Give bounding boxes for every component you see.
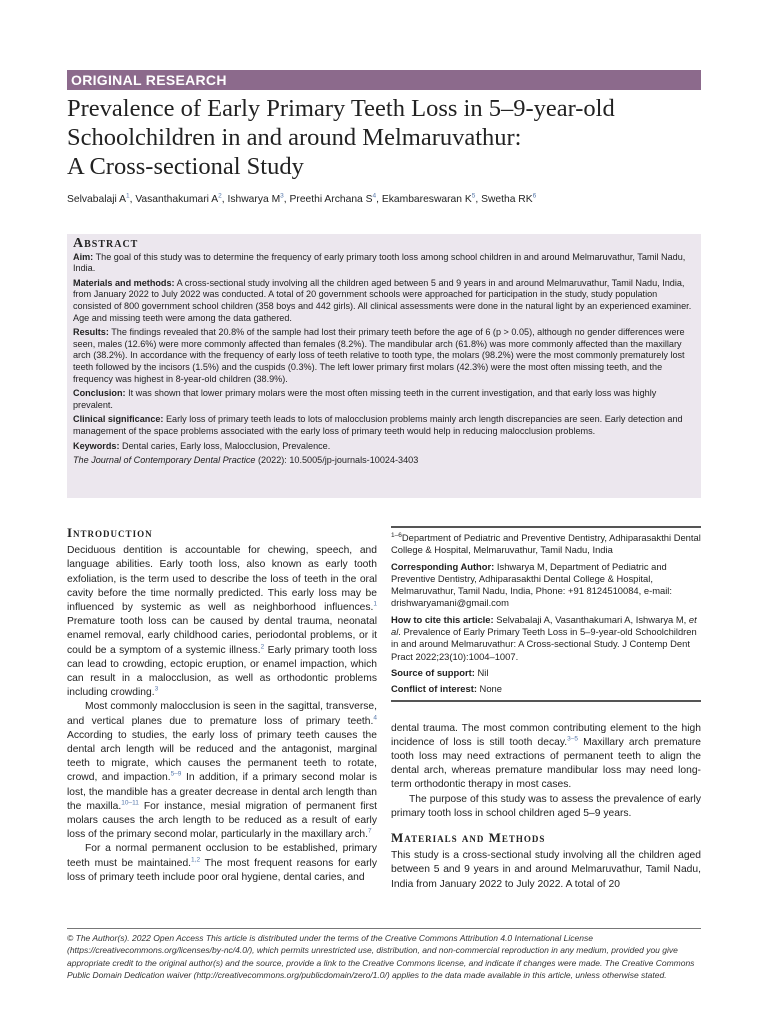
text: Most commonly malocclusion is seen in the sagittal, transverse, and vertical planes due to premature loss of primary teeth.	[67, 701, 377, 727]
abstract-box	[67, 234, 701, 498]
title-line: A Cross-sectional Study	[67, 153, 304, 180]
text: et al	[391, 613, 697, 638]
citation-ref[interactable]: 7	[368, 827, 372, 835]
citation-ref[interactable]: 3	[154, 685, 159, 693]
intro-paragraph	[67, 544, 377, 700]
abstract-label: Conclusion:	[73, 388, 126, 399]
right-body	[391, 722, 701, 892]
right-column	[391, 526, 701, 892]
citation-ref[interactable]: 10–11	[121, 799, 139, 807]
methods-heading: Materials and Methods	[391, 829, 546, 845]
how-to-cite	[391, 614, 701, 663]
author-name: Ekambareswaran K	[381, 194, 472, 205]
text: Department of Pediatric and Preventive Dentistry, Adhiparasakthi Dental College & Hospital, Melmaruvathur, Tamil Nadu, India	[391, 532, 701, 556]
abstract-text: The goal of this study was to determine the frequency of early primary tooth loss among school children in and around Melmaruvathur, Tamil Nadu, India.	[73, 251, 686, 274]
label: Corresponding Author:	[391, 560, 495, 572]
abstract-label: Results:	[73, 327, 109, 338]
abstract-label: Materials and methods:	[73, 277, 175, 288]
citation-ref[interactable]: 3–5	[567, 735, 578, 743]
corresponding-author	[391, 561, 701, 610]
text: Early primary tooth loss can lead to crowding, ectopic eruption, or enamel impaction, which can result in a malocclusion, as well as orthodontic problems including crowding.	[67, 644, 377, 699]
citation-ref[interactable]: 4	[373, 714, 377, 722]
license-footer: © The Author(s). 2022 Open Access This article is distributed under the terms of the Creative Commons Attribution 4.0 International License (https://creativecommons.org/licenses/by-nc/4.0/), which permits unrestricted use, distribution, and non-commercial reproduction in any medium, provided you give appropriate credit to the original author(s) and the source, provide a link to the Creative Commons license, and indicate if changes were made. The Creative Commons Public Domain Dedication waiver (http://creativecommons.org/publicdomain/zero/1.0/) applies to the data made available in this article, unless otherwise stated.	[67, 928, 701, 981]
affiliation-box	[391, 532, 701, 702]
text: . Prevalence of Early Primary Teeth Loss in 5–9-year-old Schoolchildren in and around Melmaruvathur: A Cross-sectional Study. J Contemp Dent Pract 2022;23(10):1004–1007.	[391, 626, 697, 662]
abstract-label: Aim:	[73, 251, 94, 262]
journal-doi: (2022): 10.5005/jp-journals-10024-3403	[255, 455, 419, 466]
body-paragraph	[391, 722, 701, 793]
abstract-label: Clinical significance:	[73, 414, 164, 425]
author-affiliation-sup: 2	[218, 192, 222, 200]
citation-ref[interactable]: 1,2	[191, 856, 201, 864]
abstract-text: The findings revealed that 20.8% of the sample had lost their primary teeth before the age of 6 (p > 0.05), although no gender differences were seen, males (12.6%) were more commonly affected than females (8.2%). The mandibular arch (61.8%) was more commonly affected than the maxillary arch (38.2%). In accordance with the frequency of early loss of teeth relative to tooth type, the molars (98.2%) were the most commonly prematurely lost teeth followed by the incisors (1.5%) and the cuspids (0.3%). The left lower primary first molars (42.3%) were the most often missing teeth, and the frequency was highest in 8-year-old children (38.9%).	[73, 327, 685, 384]
abstract-keywords	[73, 441, 695, 453]
abstract-text: Dental caries, Early loss, Malocclusion, Prevalence.	[119, 440, 331, 451]
intro-paragraph	[67, 842, 377, 885]
author-name: Swetha RK	[481, 194, 533, 205]
text: The most frequent reasons for early loss of primary teeth include poor oral hygiene, dental caries, and	[67, 857, 377, 883]
text: In addition, if a primary second molar is lost, the mandible has a greater decrease in dental arch length than the maxilla.	[67, 772, 377, 812]
abstract-clinical-significance	[73, 414, 695, 437]
intro-paragraph	[67, 700, 377, 842]
text: dental trauma. The most common contributing element to the high incidence of loss is still tooth decay.	[391, 722, 701, 748]
text: Premature tooth loss can be caused by dental trauma, neonatal enamel removal, early childhood caries, periodontal problems, or it could be a symptom of a systemic illness.	[67, 616, 377, 656]
label: How to cite this article:	[391, 613, 494, 625]
article-type-banner: ORIGINAL RESEARCH	[67, 70, 701, 90]
author-name: Selvabalaji A	[67, 194, 126, 205]
affiliation-department	[391, 532, 701, 557]
article-title	[67, 94, 707, 181]
source-of-support	[391, 667, 701, 679]
text: Ishwarya M, Department of Pediatric and Preventive Dentistry, Adhiparasakthi Dental College & Hospital, Melmaruvathur, Tamil Nadu, India, Phone: +91 8124510084, e-mail: drishwaryamani@gmail.com	[391, 560, 672, 609]
affiliation-sup: 1–6	[391, 531, 402, 539]
author-affiliation-sup: 6	[532, 192, 537, 200]
abstract-text: It was shown that lower primary molars were the most often missing teeth in the current investigation, and that early loss was highly prevalent.	[73, 388, 657, 410]
abstract-conclusion	[73, 388, 695, 411]
journal-citation	[73, 455, 695, 467]
text: Maxillary arch premature tooth loss may need extractions of permanent teeth to align the dental arch, whereas premature mandibular loss may need long-term orthodontic therapy in most cases.	[391, 736, 701, 791]
author-name: Ishwarya M	[227, 194, 281, 205]
text: For instance, mesial migration of permanent first molars causes the arch length to be reduced as a result of early loss of the primary second molar, particularly in the maxillary arch.	[67, 800, 377, 841]
author-name: Vasanthakumari A	[135, 194, 219, 205]
author-affiliation-sup: 5	[471, 192, 476, 200]
author-affiliation-sup: 3	[280, 192, 284, 200]
abstract-text: Early loss of primary teeth leads to lots of malocclusion problems mainly arch length discrepancies are seen. Early detection and management of the space problems associated with the early loss of primary teeth would help in reducing malocclusion problems.	[73, 414, 683, 436]
body-paragraph: The purpose of this study was to assess the prevalence of early primary tooth loss in school children aged 5–9 years.	[391, 793, 701, 819]
conflict-of-interest	[391, 683, 701, 695]
body-paragraph: This study is a cross-sectional study involving all the children aged between 5 and 9 years in and around Melmaruvathur, Tamil Nadu, India from January 2022 to July 2022. A total of 20	[391, 850, 701, 890]
text: For a normal permanent occlusion to be established, primary teeth must be maintained.	[67, 843, 377, 869]
title-line: Schoolchildren in and around Melmaruvathur:	[67, 124, 522, 151]
text: Nil	[474, 666, 489, 678]
author-affiliation-sup: 1	[125, 192, 130, 200]
text: None	[476, 683, 502, 695]
abstract-label: Keywords:	[73, 440, 120, 451]
abstract-methods	[73, 278, 695, 324]
label: Conflict of interest:	[391, 683, 477, 695]
author-list: Selvabalaji $A^1$, Vasanthakumari $A^2$, Ishwarya $M^3$, Preethi Archana $S^4$, Ekambareswaran $K^5$, Swetha $RK^6$	[67, 192, 537, 205]
text: Selvabalaji A, Vasanthakumari A, Ishwarya M,	[493, 613, 689, 625]
introduction-heading: Introduction	[67, 525, 153, 540]
left-column	[67, 526, 377, 885]
author-affiliation-sup: 4	[372, 192, 377, 200]
journal-name: The Journal of Contemporary Dental Practice	[73, 455, 256, 466]
affiliation-top-rule	[391, 526, 701, 528]
citation-ref[interactable]: 2	[260, 643, 265, 651]
title-line: Prevalence of Early Primary Teeth Loss in 5–9-year-old	[67, 95, 615, 122]
citation-ref[interactable]: 1	[373, 600, 377, 608]
text: According to studies, the early loss of primary teeth causes the dental arch length will be reduced and the antagonist, marginal teeth to migrate, which causes the permanent teeth to rotate, crowd, and impaction.	[67, 729, 377, 784]
abstract-text: A cross-sectional study involving all the children aged between 5 and 9 years in and around Melmaruvathur, Tamil Nadu, India, from January 2022 to July 2022 was conducted. A total of 20 government schools were approached for participation in the study, study population consisted of 800 government school children (358 boys and 442 girls). All clinical assessments were done in the natural light by an experienced examiner. Age and missing teeth were among the data gathered.	[73, 277, 692, 323]
abstract-heading: Abstract	[73, 236, 139, 251]
abstract-results	[73, 327, 695, 385]
author-name: Preethi Archana S	[289, 194, 373, 205]
label: Source of support:	[391, 666, 475, 678]
citation-ref[interactable]: 5–9	[170, 771, 182, 779]
text: Deciduous dentition is accountable for chewing, speech, and language abilities. Early tooth loss, also known as early tooth exfoliation, is the term used to describe the loss of teeth in the oral cavity before the time normally predicted. This early loss may be influenced by systemic as well as neighborhood influences.	[67, 545, 377, 614]
abstract-aim	[73, 252, 695, 275]
